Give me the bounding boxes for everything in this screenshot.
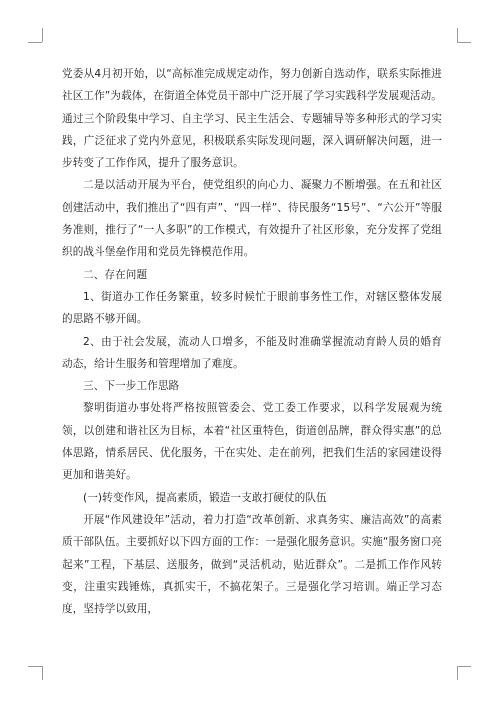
crop-mark-bottom-left-h (28, 666, 42, 667)
crop-mark-bottom-right-v (457, 666, 458, 680)
crop-mark-top-left-h (28, 42, 42, 43)
crop-mark-bottom-left-v (42, 666, 43, 680)
crop-mark-bottom-right-h (457, 666, 471, 667)
crop-mark-top-right-h (457, 42, 471, 43)
paragraph-problem-2: 2、由于社会发展，流动人口增多，不能及时准确掌握流动育龄人员的婚育动态，给计生服务和管理增加了难度。 (62, 335, 442, 370)
paragraph-next-steps-overview: 黎明街道办事处将严格按照管委会、党工委工作要求，以科学发展观为统领，以创建和谐社区为目标，本着“社区重特色，街道创品牌，群众得实惠”的总体思路，情系居民、优化服务，干在实处、走在前列，把我们生活的家园建设得更加和谐美好。 (62, 402, 442, 482)
paragraph-study-practice-activity: 党委从4月初开始，以“高标准完成规定动作，努力创新自选动作，联系实际推进社区工作”为载体，在街道全体党员干部中广泛开展了学习实践科学发展观活动。通过三个阶段集中学习、自主学习、民主生活会、专题辅导等多种形式的学习实践，广泛征求了党内外意见，积极联系实际发现问题，深入调研解决问题，进一步转变了工作作风，提升了服务意识。 (62, 68, 442, 170)
paragraph-activity-platform: 二是以活动开展为平台，使党组织的向心力、凝聚力不断增强。在五和社区创建活动中，我们推出了“四有声”、“四一样”、待民服务“15号”、“六公开”等服务准则，推行了“一人多职”的工作模式，有效提升了社区形象，充分发挥了党组织的战斗堡垒作用和党员先锋模范作用。 (62, 179, 442, 259)
document-body (62, 63, 442, 620)
crop-mark-top-right-v (457, 28, 458, 42)
subheading-style-transformation: (一)转变作风，提高素质，锻造一支敢打硬仗的队伍 (83, 491, 327, 504)
paragraph-problem-1: 1、街道办工作任务繁重，较多时候忙于眼前事务性工作，对辖区整体发展的思路不够开阔。 (62, 290, 442, 326)
paragraph-style-building-year: 开展“作风建设年”活动，着力打造“改革创新、求真务实、廉洁高效”的高素质干部队伍。主要抓好以下四方面的工作：一是强化服务意识。实施“服务窗口亮起来”工程，下基层、送服务，做到“灵活机动，贴近群众”。二是抓工作作风转变，注重实践锤炼，真抓实干，不搞花架子。三是强化学习培训。端正学习态度，坚持学以致用， (62, 513, 442, 616)
section-heading-existing-problems: 二、存在问题 (83, 268, 148, 281)
section-heading-next-steps: 三、下一步工作思路 (83, 380, 180, 393)
crop-mark-top-left-v (42, 28, 43, 42)
